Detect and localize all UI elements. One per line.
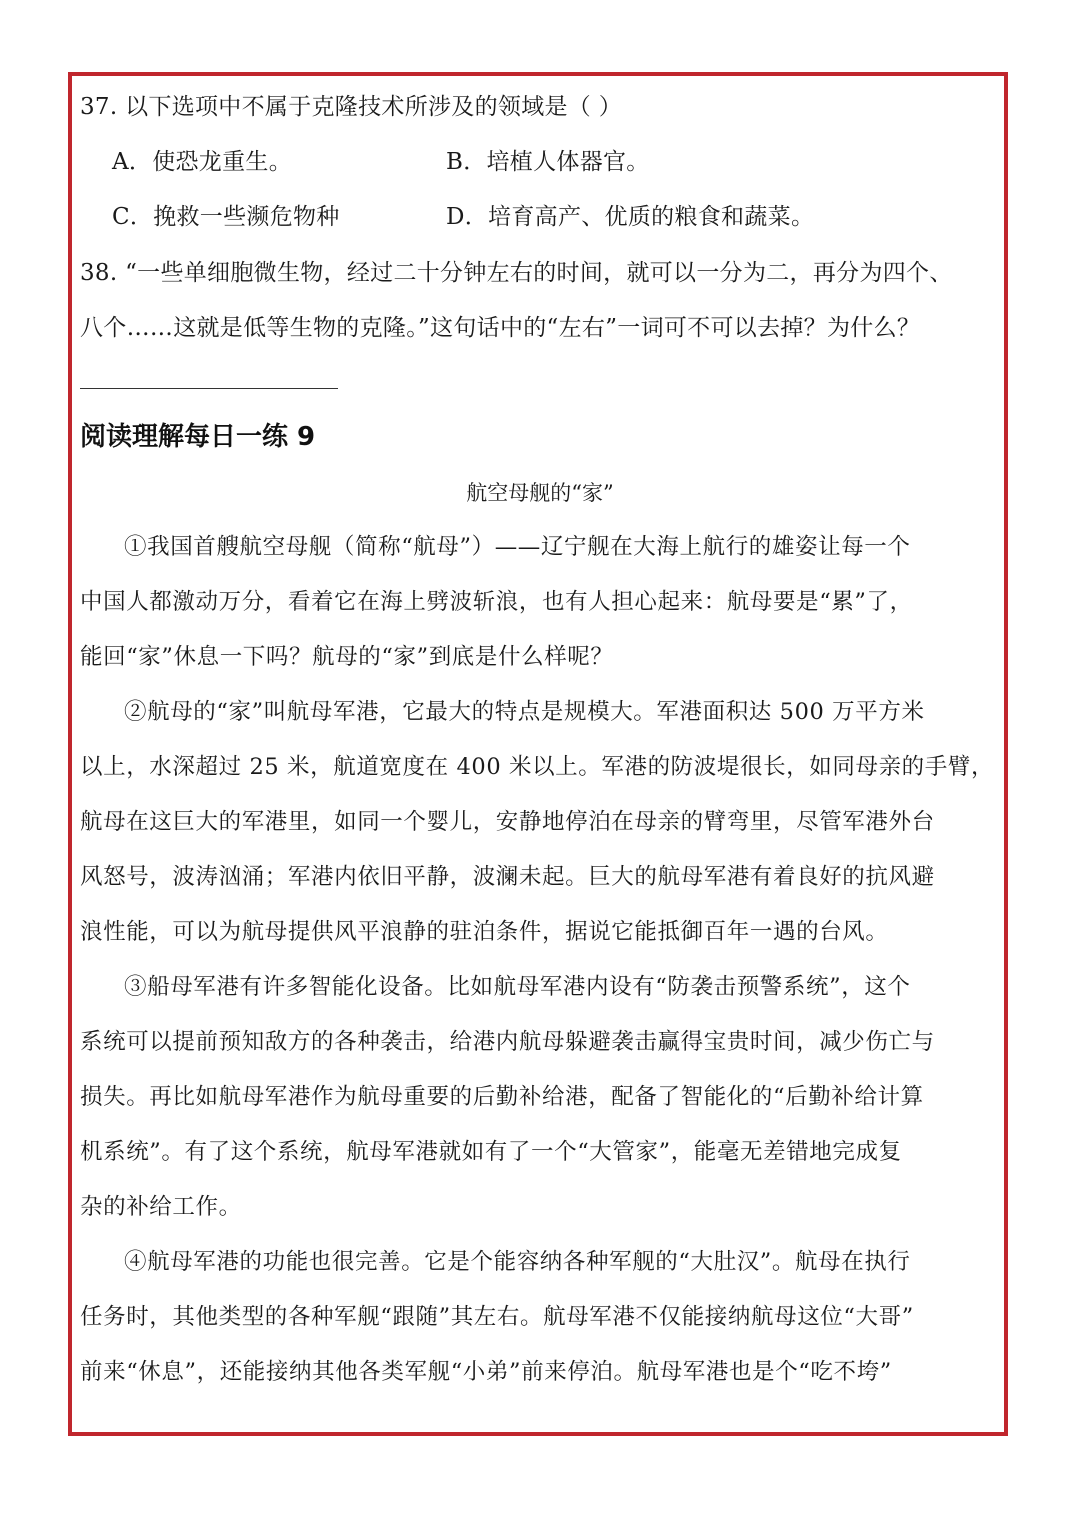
section-heading: 阅读理解每日一练 9 (80, 422, 316, 452)
paragraph-4-line: 任务时，其他类型的各种军舰“跟随”其左右。航母军港不仅能接纳航母这位“大哥” (80, 1304, 914, 1330)
paragraph-2-line: ②航母的“家”叫航母军港，它最大的特点是规模大。军港面积达 500 万平方米 (124, 699, 925, 725)
paragraph-3-line: 机系统”。有了这个系统，航母军港就如有了一个“大管家”，能毫无差错地完成复 (80, 1139, 902, 1165)
question-38-line-1: 38. “一些单细胞微生物，经过二十分钟左右的时间，就可以一分为二，再分为四个、 (80, 260, 953, 286)
paragraph-2-line: 风怒号，波涛汹涌；军港内依旧平静，波澜未起。巨大的航母军港有着良好的抗风避 (80, 864, 935, 890)
paragraph-3-line: ③船母军港有许多智能化设备。比如航母军港内设有“防袭击预警系统”，这个 (124, 974, 911, 1000)
paragraph-4-line: ④航母军港的功能也很完善。它是个能容纳各种军舰的“大肚汉”。航母在执行 (124, 1249, 911, 1275)
question-37-option-b: B．培植人体器官。 (446, 149, 650, 175)
paragraph-2-line: 以上，水深超过 25 米，航道宽度在 400 米以上。军港的防波堤很长，如同母亲的手臂， (80, 754, 995, 780)
paragraph-3-line: 系统可以提前预知敌方的各种袭击，给港内航母躲避袭击赢得宝贵时间，减少伤亡与 (80, 1029, 935, 1055)
question-37-option-a: A．使恐龙重生。 (112, 149, 293, 175)
paragraph-4-line: 前来“休息”，还能接纳其他各类军舰“小弟”前来停泊。航母军港也是个“吃不垮” (80, 1359, 892, 1385)
question-38-line-2: 八个……这就是低等生物的克隆。”这句话中的“左右”一词可不可以去掉？为什么？ (80, 315, 921, 341)
passage-title: 航空母舰的“家” (466, 481, 614, 505)
paragraph-1-line: ①我国首艘航空母舰（简称“航母”）——辽宁舰在大海上航行的雄姿让每一个 (124, 534, 911, 560)
paragraph-3-line: 损失。再比如航母军港作为航母重要的后勤补给港，配备了智能化的“后勤补给计算 (80, 1084, 924, 1110)
question-37-option-c: C．挽救一些濒危物种 (112, 204, 340, 230)
question-37-option-d: D．培育高产、优质的粮食和蔬菜。 (446, 204, 815, 230)
paragraph-2-line: 浪性能，可以为航母提供风平浪静的驻泊条件，据说它能抵御百年一遇的台风。 (80, 919, 889, 945)
answer-blank-line (80, 388, 338, 389)
paragraph-3-line: 杂的补给工作。 (80, 1194, 242, 1220)
paragraph-2-line: 航母在这巨大的军港里，如同一个婴儿，安静地停泊在母亲的臂弯里，尽管军港外台 (80, 809, 935, 835)
paragraph-1-line: 能回“家”休息一下吗？航母的“家”到底是什么样呢？ (80, 644, 614, 670)
paragraph-1-line: 中国人都激动万分，看着它在海上劈波斩浪，也有人担心起来：航母要是“累”了， (80, 589, 913, 615)
question-37-stem: 37. 以下选项中不属于克隆技术所涉及的领域是（ ） (80, 94, 622, 120)
